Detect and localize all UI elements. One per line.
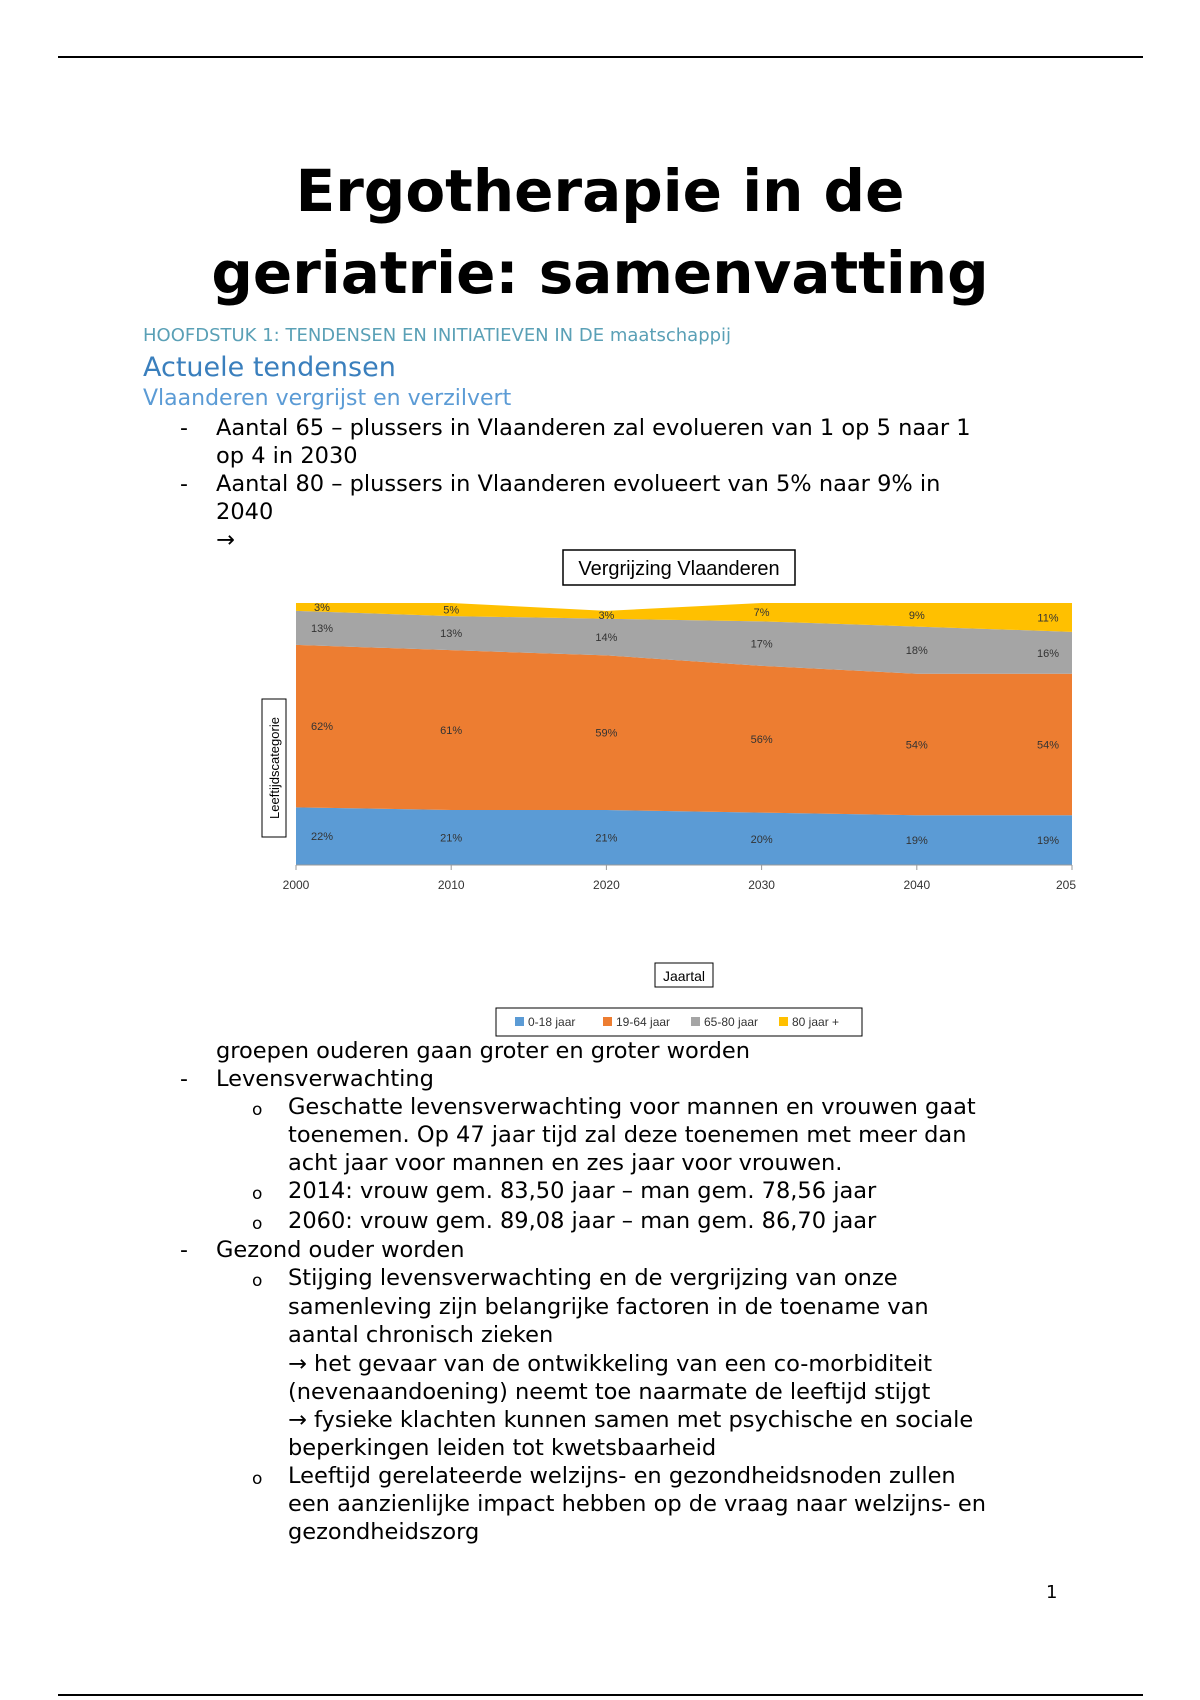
x-axis-ticks [283,865,1077,892]
sub-bullet-text: een aanzienlijke impact hebben op de vraag naar welzijns- en [288,1491,987,1517]
area-series-0 [296,807,1072,865]
sub-bullet-text: 2014: vrouw gem. 83,50 jaar – man gem. 78,56 jaar [288,1178,877,1204]
data-label: 13% [310,622,334,635]
sub-bullet-text: → fysieke klachten kunnen samen met psychische en sociale [288,1407,974,1433]
bullet-text: Aantal 65 – plussers in Vlaanderen zal evolueren van 1 op 5 naar 1 [216,415,971,441]
bullet-dash: - [180,472,188,497]
chart-title: Vergrijzing Vlaanderen [578,558,780,580]
sub-bullet-text: Leeftijd gerelateerde welzijns- en gezondheidsnoden zullen [288,1463,956,1489]
data-label: 11% [1037,612,1059,625]
data-label: 19% [1036,835,1060,848]
data-label: 61% [440,725,463,738]
bullet-text: Levensverwachting [216,1066,434,1092]
area-chart [250,540,1090,1040]
body-text: groepen ouderen gaan groter en groter worden [216,1038,751,1064]
x-tick-label: 205 [1055,878,1076,892]
bullet-dash: - [180,416,188,441]
bullet-circle: o [252,1214,263,1234]
data-label: 9% [908,609,925,622]
bullet-circle: o [252,1100,263,1120]
x-tick-label: 2020 [593,878,620,892]
data-label: 56% [750,734,773,747]
section-heading: Actuele tendensen [143,352,396,383]
data-label: 21% [440,832,463,845]
title-line-1: Ergotherapie in de [295,157,905,225]
data-label: 19% [905,835,928,848]
bullet-text: Aantal 80 – plussers in Vlaanderen evolueert van 5% naar 9% in [216,471,941,497]
bullet-dash: - [180,1067,188,1092]
x-tick-label: 2040 [903,878,931,892]
x-tick-label: 2010 [437,878,465,892]
sub-bullet-text: toenemen. Op 47 jaar tijd zal deze toenemen met meer dan [288,1122,967,1148]
sub-bullet-text: (nevenaandoening) neemt toe naarmate de leeftijd stijgt [288,1379,931,1405]
page-number: 1 [1046,1582,1058,1603]
bullet-text: 2040 [216,499,274,525]
data-label: 54% [1036,739,1060,752]
data-label: 5% [443,604,460,617]
x-tick-label: 2000 [282,878,310,892]
sub-bullet-text: aantal chronisch zieken [288,1322,554,1348]
title-line-2: geriatrie: samenvatting [211,239,989,307]
x-axis-label: Jaartal [662,968,706,984]
data-label: 22% [310,831,334,844]
bullet-dash: - [180,1238,188,1263]
data-label: 17% [750,638,773,651]
x-tick-label: 2030 [748,878,775,892]
sub-bullet-text: samenleving zijn belangrijke factoren in de toename van [288,1294,929,1320]
sub-bullet-text: Geschatte levensverwachting voor mannen en vrouwen gaat [288,1094,976,1120]
chart-areas [296,603,1072,865]
y-axis-label: Leeftijdscategorie [267,717,282,819]
sub-bullet-text: beperkingen leiden tot kwetsbaarheid [288,1435,717,1461]
bullet-text: op 4 in 2030 [216,443,358,469]
data-label: 54% [905,739,928,752]
data-label: 16% [1036,647,1060,660]
data-label: 21% [595,832,618,845]
data-label: 18% [905,645,928,658]
data-label: 59% [595,727,618,740]
data-label: 13% [440,628,463,641]
sub-bullet-text: Stijging levensverwachting en de vergrijzing van onze [288,1265,898,1291]
bullet-circle: o [252,1271,263,1291]
data-label: 7% [753,607,770,620]
data-label: 3% [314,601,330,614]
legend-label: 19-64 jaar [616,1015,671,1029]
footer-rule [58,1694,1143,1696]
legend-swatch [603,1017,612,1026]
sub-bullet-text: acht jaar voor mannen en zes jaar voor vrouwen. [288,1150,843,1176]
data-label: 14% [595,632,618,645]
sub-bullet-text: → het gevaar van de ontwikkeling van een co-morbiditeit [288,1351,933,1377]
legend-swatch [691,1017,700,1026]
data-label: 20% [750,833,773,846]
chapter-heading: HOOFDSTUK 1: TENDENSEN EN INITIATIEVEN IN DE maatschappij [143,325,732,346]
header-rule [58,56,1143,58]
data-label: 3% [598,609,615,622]
legend-label: 0-18 jaar [528,1015,576,1029]
bullet-circle: o [252,1469,263,1489]
legend-swatch [779,1017,788,1026]
bullet-text: Gezond ouder worden [216,1237,465,1263]
arrow-icon: → [216,527,235,553]
legend-label: 80 jaar + [792,1015,840,1029]
legend-label: 65-80 jaar [704,1015,759,1029]
bullet-circle: o [252,1184,263,1204]
sub-bullet-text: 2060: vrouw gem. 89,08 jaar – man gem. 86,70 jaar [288,1208,877,1234]
sub-bullet-text: gezondheidszorg [288,1519,480,1545]
document-title [0,150,1200,314]
data-label: 62% [310,721,334,734]
legend-swatch [515,1017,524,1026]
subsection-heading: Vlaanderen vergrijst en verzilvert [143,386,512,411]
